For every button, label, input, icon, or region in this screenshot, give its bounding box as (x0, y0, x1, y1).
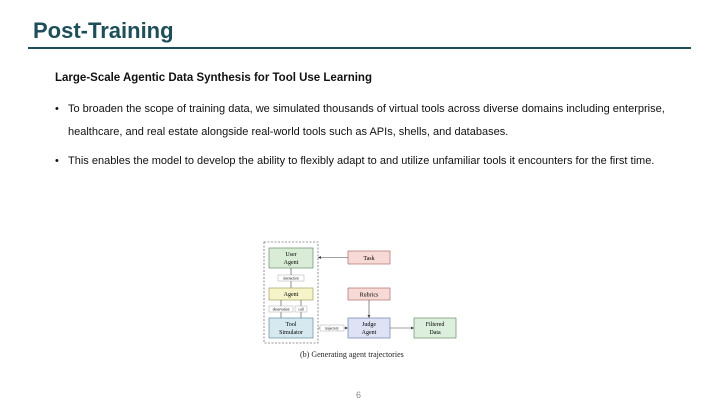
agent-trajectory-diagram (262, 240, 472, 365)
judge-agent-label-2: Agent (361, 330, 377, 336)
interaction-label: interaction (283, 276, 299, 281)
observation-label: observation (272, 307, 290, 312)
user-agent-label-2: Agent (283, 260, 299, 266)
slide-title: Post-Training (33, 18, 174, 43)
bullet-list (55, 98, 665, 173)
tool-simulator-label-1: Tool (285, 322, 297, 328)
call-label: call (298, 307, 304, 312)
filtered-data-label-1: Filtered (425, 322, 445, 328)
judge-agent-label-1: Judge (362, 322, 376, 328)
tool-simulator-label-2: Simulator (279, 330, 303, 336)
trajectory-label: trajectory (325, 326, 339, 331)
task-label: Task (363, 256, 375, 262)
figure-caption: (b) Generating agent trajectories (300, 350, 404, 359)
section-subtitle: Large-Scale Agentic Data Synthesis for Tool Use Learning (55, 72, 372, 84)
bullet-item-1: • To broaden the scope of training data, we simulated thousands of virtual tools across diverse domains including enterprise, healthcare, and real estate alongside real-world tools such as APIs, shells, and databases. (55, 98, 665, 144)
page-number: 6 (356, 390, 362, 400)
rubrics-label: Rubrics (359, 292, 379, 299)
title-divider (28, 47, 691, 49)
agent-label: Agent (283, 292, 299, 298)
user-agent-label-1: User (285, 252, 297, 258)
bullet-item-2: • This enables the model to develop the ability to flexibly adapt to and utilize unfamiliar tools it encounters for the first time. (55, 150, 665, 173)
filtered-data-label-2: Data (429, 330, 441, 336)
